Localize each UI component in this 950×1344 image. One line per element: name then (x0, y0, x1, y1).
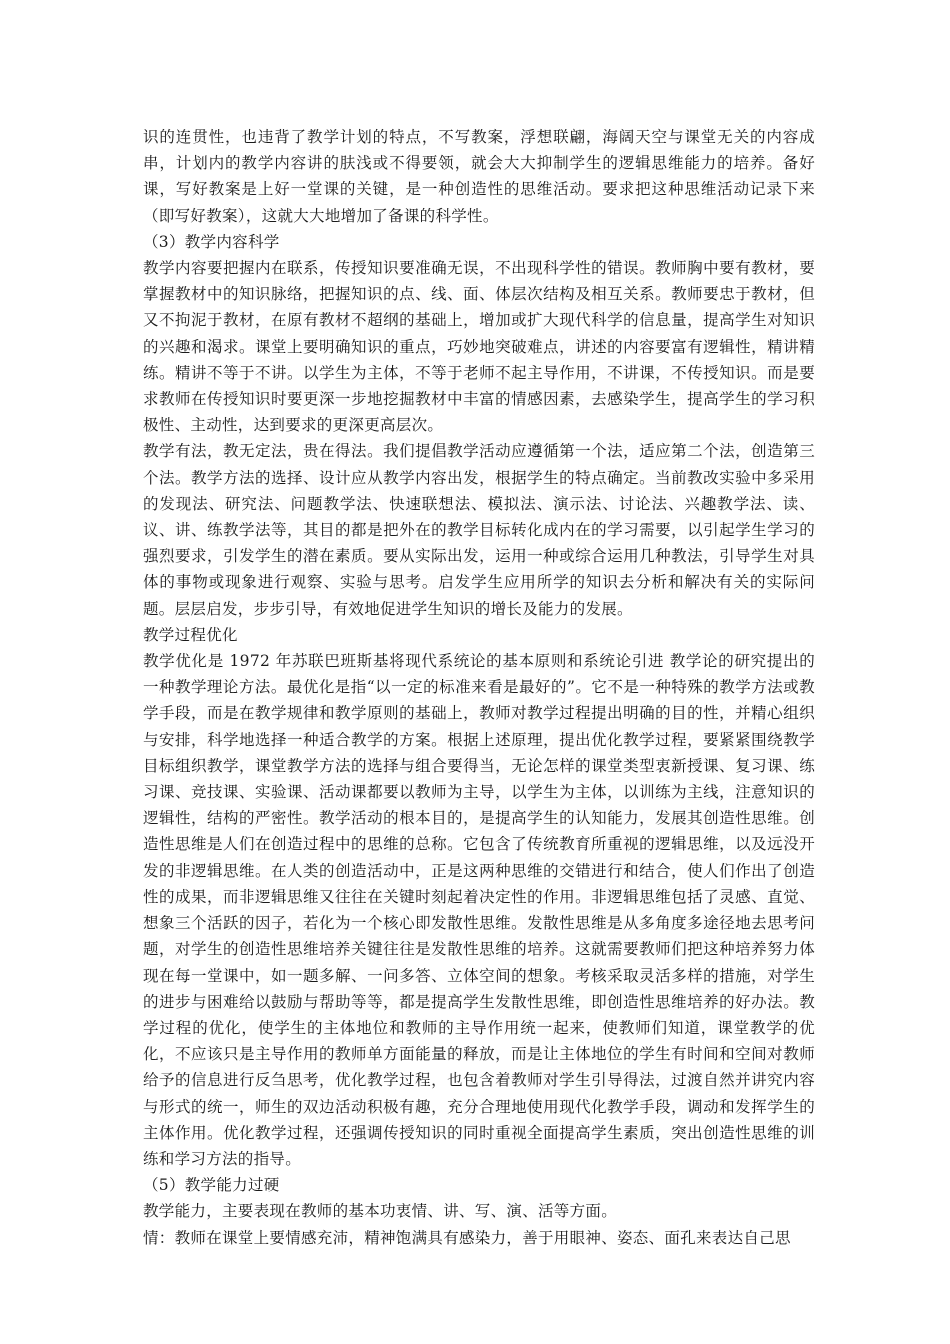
paragraph-teaching-methods: 教学有法，教无定法，贵在得法。我们提倡教学活动应遵循第一个法，适应第二个法，创造第三个法。教学方法的选择、设计应从教学内容出发，根据学生的特点确定。当前教改实验中多采用的发现法、研究法、问题教学法、快速联想法、模拟法、演示法、讨论法、兴趣教学法、读、议、讲、练教学法等，其目的都是把外在的教学目标转化成内在的学习需要，以引起学生学习的强烈要求，引发学生的潜在素质。要从实际出发，运用一种或综合运用几种教法，引导学生对具体的事物或现象进行观察、实验与思考。启发学生应用所学的知识去分析和解决有关的实际问题。层层启发，步步引导，有效地促进学生知识的增长及能力的发展。 (143, 442, 815, 618)
paragraph-emotion: 情：教师在课堂上要情感充沛，精神饱满具有感染力，善于用眼神、姿态、面孔来表达自己思 (143, 1228, 791, 1247)
document-body (143, 124, 815, 1251)
heading-process-optimization: 教学过程优化 (143, 625, 238, 644)
paragraph-teaching-ability: 教学能力，主要表现在教师的基本功衷情、讲、写、演、活等方面。 (143, 1202, 618, 1221)
paragraph-process-optimization: 教学优化是 1972 年苏联巴班斯基将现代系统论的基本原则和系统论引进 教学论的研究提出的一种教学理论方法。最优化是指“以一定的标准来看是最好的”。它不是一种特殊的教学方法或教学手段，而是在教学规律和教学原则的基础上，教师对教学过程提出明确的目的性，并精心组织与安排，科学地选择一种适合教学的方案。根据上述原理，提出优化教学过程，要紧紧围绕教学目标组织教学，课堂教学方法的选择与组合要得当，无论怎样的课堂类型衷新授课、复习课、练习课、竞技课、实验课、活动课都要以教师为主导，以学生为主体，以训练为主线，注意知识的逻辑性，结构的严密性。教学活动的根本目的，是提高学生的认知能力，发展其创造性思维。创造性思维是人们在创造过程中的思维的总称。它包含了传统教育所重视的逻辑思维，以及远没开发的非逻辑思维。在人类的创造活动中，正是这两种思维的交错进行和结合，使人们作出了创造性的成果，而非逻辑思维又往往在关键时刻起着决定性的作用。非逻辑思维包括了灵感、直觉、想象三个活跃的因子，若化为一个核心即发散性思维。发散性思维是从多角度多途径地去思考问题，对学生的创造性思维培养关键往往是发散性思维的培养。这就需要教师们把这种培养努力体现在每一堂课中，如一题多解、一问多答、立体空间的想象。考核采取灵活多样的措施，对学生的进步与困难给以鼓励与帮助等等，都是提高学生发散性思维，即创造性思维培养的好办法。教学过程的优化，使学生的主体地位和教师的主导作用统一起来，使教师们知道，课堂教学的优化，不应该只是主导作用的教师单方面能量的释放，而是让主体地位的学生有时间和空间对教师给予的信息进行反刍思考，优化教学过程，也包含着教师对学生引导得法，过渡自然并讲究内容与形式的统一，师生的双边活动积极有趣，充分合理地使用现代化教学手段，调动和发挥学生的主体作用。优化教学过程，还强调传授知识的同时重视全面提高学生素质，突出创造性思维的训练和学习方法的指导。 (143, 652, 815, 1168)
paragraph-lesson-plan: 识的连贯性，也违背了教学计划的特点，不写教案，浮想联翩，海阔天空与课堂无关的内容成串，计划内的教学内容讲的肤浅或不得要领，就会大大抑制学生的逻辑思维能力的培养。备好课，写好教案是上好一堂课的关键，是一种创造性的思维活动。要求把这种思维活动记录下来（即写好教案），这就大大地增加了备课的科学性。 (143, 128, 815, 225)
heading-teaching-content-scientific: （3）教学内容科学 (143, 232, 280, 251)
heading-teaching-ability: （5）教学能力过硬 (143, 1176, 280, 1195)
paragraph-teaching-content: 教学内容要把握内在联系，传授知识要准确无误，不出现科学性的错误。教师胸中要有教材，要掌握教材中的知识脉络，把握知识的点、线、面、体层次结构及相互关系。教师要忠于教材，但又不拘泥于教材，在原有教材不超纲的基础上，增加或扩大现代科学的信息量，提高学生对知识的兴趣和渴求。课堂上要明确知识的重点，巧妙地突破难点，讲述的内容要富有逻辑性，精讲精练。精讲不等于不讲。以学生为主体，不等于老师不起主导作用，不讲课，不传授知识。而是要求教师在传授知识时要更深一步地挖掘教材中丰富的情感因素，去感染学生，提高学生的学习积极性、主动性，达到要求的更深更高层次。 (143, 259, 815, 435)
